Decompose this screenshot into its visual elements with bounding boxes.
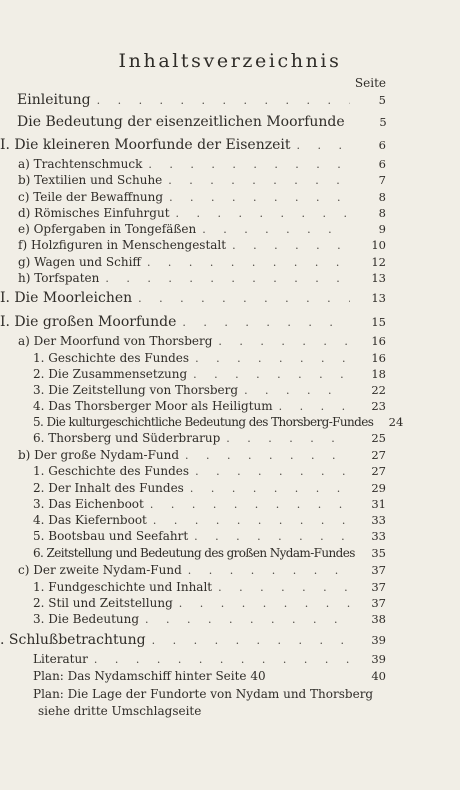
page-title: Inhaltsverzeichnis (118, 50, 342, 72)
toc-subentry: 3. Die Bedeutung . . . 38 (0, 612, 460, 626)
toc-subentry: 1. Fundgeschichte und Inhalt . . . 37 (0, 580, 460, 594)
toc-entry: c) Teile der Bewaffnung . . . 8 (0, 190, 460, 204)
toc-section: I. Die kleineren Moorfunde der Eisenzeit . . . 6 (0, 137, 460, 153)
toc-subentry: 6. Thorsberg und Süderbrarup . . . 25 (0, 431, 460, 445)
toc-entry: h) Torfspaten . . . 13 (0, 271, 460, 285)
toc-subentry: 1. Geschichte des Fundes . . . 16 (0, 351, 460, 365)
toc-subentry: 4. Das Thorsberger Moor als Heiligtum . . . 23 (0, 399, 460, 413)
toc-subentry: 2. Stil und Zeitstellung . . . 37 (0, 596, 460, 610)
toc-entry: f) Holzfiguren in Menschengestalt . . . 10 (0, 238, 460, 252)
toc-section: I. Die Moorleichen . . . 13 (0, 290, 460, 306)
toc-entry: a) Der Moorfund von Thorsberg . . . 16 (0, 334, 460, 348)
toc-section: I. Die großen Moorfunde . . . 15 (0, 314, 460, 330)
toc-subentry: 3. Die Zeitstellung von Thorsberg . . . 22 (0, 383, 460, 397)
toc-entry: c) Der zweite Nydam-Fund . . . 37 (0, 563, 460, 577)
toc-entry: g) Wagen und Schiff . . . 12 (0, 255, 460, 269)
toc-entry: b) Textilien und Schuhe . . . 7 (0, 173, 460, 187)
toc-entry: Die Bedeutung der eisenzeitlichen Moorfunde 5 (17, 114, 387, 130)
toc-plan: Plan: Die Lage der Fundorte von Nydam und Thorsberg (33, 687, 374, 701)
toc-plan-note: siehe dritte Umschlagseite (38, 704, 202, 718)
toc-subentry: 3. Das Eichenboot . . . 31 (0, 497, 460, 511)
toc-section: . Schlußbetrachtung . . . 39 (0, 632, 460, 648)
toc-entry: Literatur . . . 39 (0, 652, 460, 666)
toc-subentry: 6. Zeitstellung und Bedeutung des großen Nydam-Fundes 35 (33, 546, 386, 560)
toc-subentry: 5. Bootsbau und Seefahrt . . . 33 (0, 529, 460, 543)
toc-entry: b) Der große Nydam-Fund . . . 27 (0, 448, 460, 462)
toc-subentry: 2. Der Inhalt des Fundes . . . 29 (0, 481, 460, 495)
toc-entry: d) Römisches Einfuhrgut . . . 8 (0, 206, 460, 220)
toc-subentry: 2. Die Zusammensetzung . . . 18 (0, 367, 460, 381)
toc-subentry: 1. Geschichte des Fundes . . . 27 (0, 464, 460, 478)
toc-entry: a) Trachtenschmuck . . . 6 (0, 157, 460, 171)
toc-entry: Einleitung . . . 5 (0, 92, 460, 108)
toc-subentry: 5. Die kulturgeschichtliche Bedeutung des Thorsberg-Fundes 24 (33, 415, 404, 429)
toc-subentry: 4. Das Kiefernboot . . . 33 (0, 513, 460, 527)
toc-plan: Plan: Das Nydamschiff hinter Seite 40 40 (33, 669, 386, 683)
page-column-header: Seite (354, 76, 386, 90)
toc-entry: e) Opfergaben in Tongefäßen . . . 9 (0, 222, 460, 236)
